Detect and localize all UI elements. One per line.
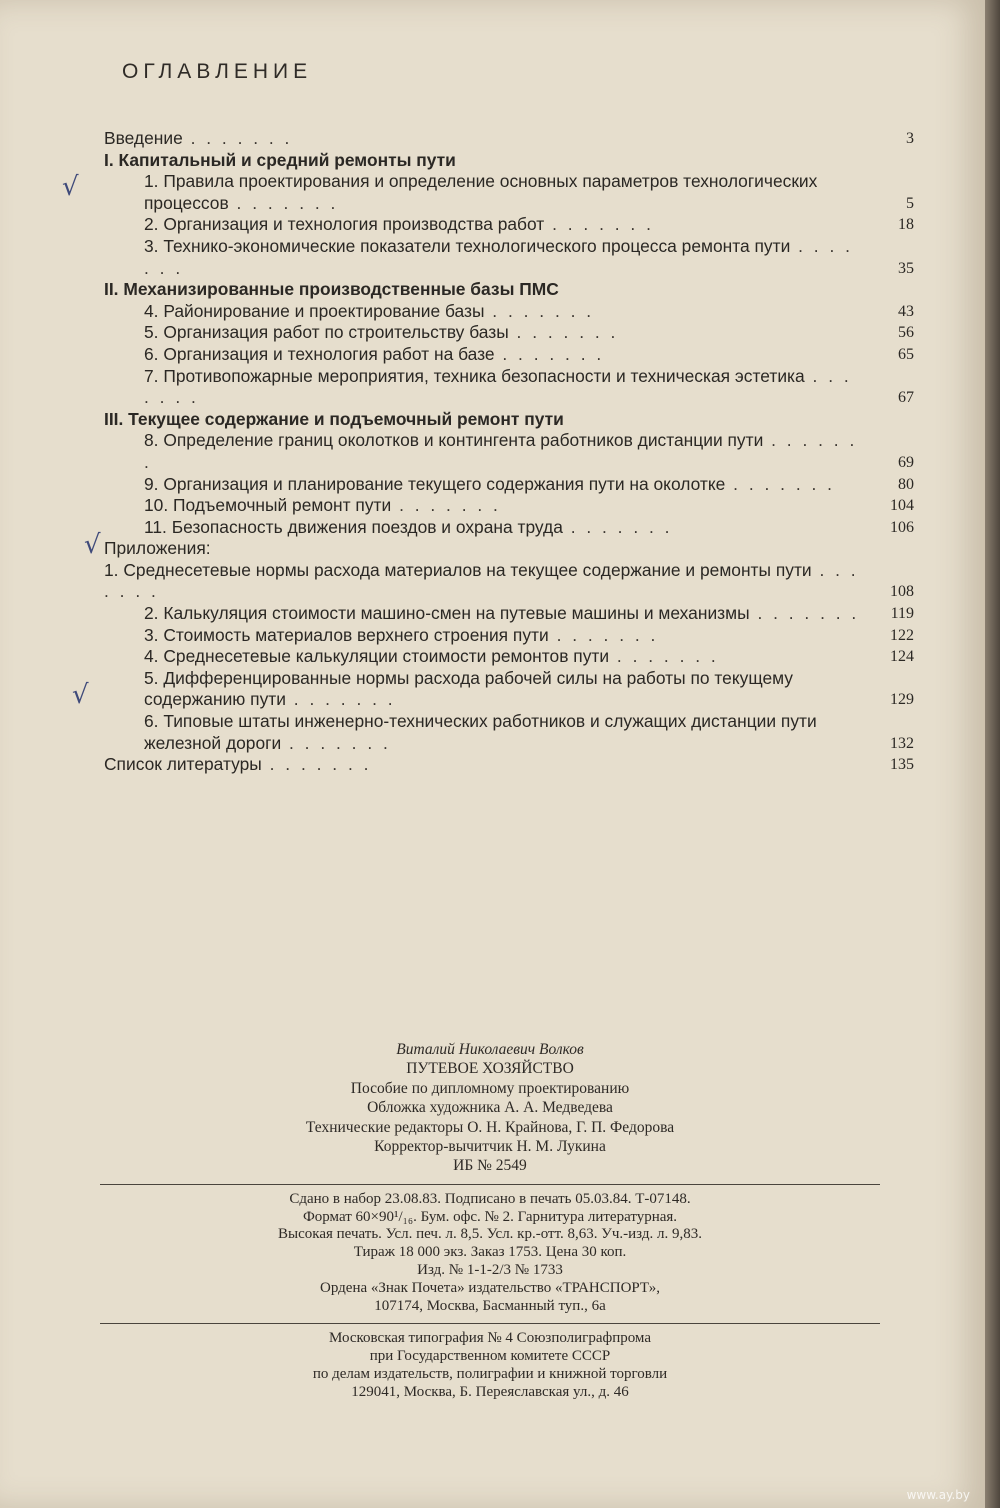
toc-entry-text: 1. Правила проектирования и определение основных параметров технологических процессов . . . . . . .: [144, 171, 818, 213]
toc-page-number: 35: [898, 259, 914, 277]
toc-page-number: 65: [898, 345, 914, 363]
toc-entry-text: 1. Среднесетевые нормы расхода материалов на текущее содержание и ремонты пути . . . . . . .: [104, 559, 859, 602]
dot-leader: . . . . . . .: [144, 430, 858, 472]
dot-leader: . . . . . . .: [285, 689, 396, 710]
toc-entry: [100, 560, 920, 603]
toc-page-number: 56: [898, 324, 914, 342]
toc-section: [100, 409, 920, 431]
publication-line: Тираж 18 000 экз. Заказ 1753. Цена 30 коп.: [353, 1244, 627, 1261]
toc-entry-text: 11. Безопасность движения поездов и охрана труда . . . . . . .: [144, 516, 673, 537]
toc-section: [100, 150, 920, 172]
dot-leader: . . . . . . .: [182, 128, 293, 148]
toc-page-number: 18: [898, 216, 914, 234]
toc-entry-text: 2. Калькуляция стоимости машино-смен на путевые машины и механизмы . . . . . . .: [144, 603, 860, 624]
check-mark-icon: √: [84, 530, 101, 560]
toc-entry: [100, 711, 920, 754]
toc-entry: [100, 754, 920, 776]
toc-page-number: 69: [898, 453, 914, 471]
toc-page-number: 122: [890, 626, 914, 644]
toc-entry: [100, 603, 920, 625]
dot-leader: . . . . . . .: [749, 603, 860, 624]
toc-entry-text: 3. Стоимость материалов верхнего строения пути . . . . . . .: [144, 624, 659, 645]
toc-entry-text: 3. Технико-экономические показатели технологического процесса ремонта пути . . . . . . .: [144, 235, 853, 278]
toc-entry-text: Введение . . . . . . .: [104, 128, 293, 148]
toc-entry-text: 6. Организация и технология работ на базе . . . . . . .: [144, 343, 605, 364]
publication-line: Сдано в набор 23.08.83. Подписано в печать 05.03.84. Т-07148.: [289, 1190, 691, 1207]
toc-page-number: 3: [906, 130, 914, 147]
book-subtitle: Пособие по дипломному проектированию: [350, 1079, 630, 1097]
toc-entry: [100, 366, 920, 409]
toc-page-number: 104: [890, 497, 914, 515]
dot-leader: . . . . . . .: [281, 732, 391, 753]
toc-entry: [100, 625, 920, 647]
toc-entry-text: 7. Противопожарные мероприятия, техника безопасности и техническая эстетика . . . . . . .: [144, 365, 852, 408]
page-edge: [985, 0, 1000, 1508]
toc-entry-text: Список литературы . . . . . . .: [104, 754, 372, 775]
dot-leader: . . . . . . .: [548, 624, 659, 645]
toc-entry-text: III. Текущее содержание и подъемочный ремонт пути: [104, 408, 564, 429]
toc-page-number: 119: [890, 605, 914, 623]
divider: [100, 1184, 880, 1185]
page-title: ОГЛАВЛЕНИЕ: [122, 60, 313, 83]
printer-line: по делам издательств, полиграфии и книжной торговли: [312, 1366, 668, 1383]
dot-leader: . . . . . . .: [484, 300, 595, 321]
printer-info: [100, 1330, 880, 1401]
toc-entry: [100, 344, 920, 366]
toc-page-number: 80: [898, 475, 914, 493]
publication-line: 107174, Москва, Басманный туп., 6а: [374, 1297, 606, 1314]
dot-leader: . . . . . . .: [391, 495, 501, 516]
toc-entry: [100, 214, 920, 236]
toc-entry-text: 9. Организация и планирование текущего содержания пути на околотке . . . . . . .: [144, 473, 835, 494]
toc-entry: [100, 322, 920, 344]
toc-page-number: 108: [890, 583, 914, 601]
toc-page-number: 135: [890, 756, 914, 774]
toc-entry-text: I. Капитальный и средний ремонты пути: [104, 149, 456, 170]
toc-entry-text: 2. Организация и технология производства работ . . . . . . .: [144, 214, 654, 235]
toc-entry: [100, 517, 920, 539]
watermark: www.ay.by: [906, 1488, 970, 1502]
dot-leader: . . . . . . .: [261, 754, 372, 775]
toc-entry: [100, 495, 920, 517]
publication-info: [100, 1191, 880, 1316]
toc-entry-text: II. Механизированные производственные базы ПМС: [104, 279, 559, 300]
toc-entry: [100, 430, 920, 473]
toc-entry: [100, 646, 920, 668]
toc-entry-text: Приложения:: [104, 538, 211, 559]
toc-entry: [100, 236, 920, 279]
toc-page-number: 43: [898, 302, 914, 320]
check-mark-icon: √: [62, 172, 79, 202]
toc-entry-text: 5. Дифференцированные нормы расхода рабочей силы на работы по текущему содержанию пути . . . . . . .: [144, 667, 793, 710]
toc-page-number: 106: [890, 518, 914, 536]
toc-page-number: 124: [890, 648, 914, 666]
toc-entry: [100, 538, 920, 560]
toc-entry: [100, 474, 920, 496]
dot-leader: . . . . . . .: [725, 473, 835, 494]
dot-leader: . . . . . . .: [228, 192, 339, 213]
dot-leader: . . . . . . .: [508, 322, 619, 343]
toc-page-number: 129: [890, 691, 914, 709]
toc-entry-text: 4. Среднесетевые калькуляции стоимости ремонтов пути . . . . . . .: [144, 646, 719, 667]
toc-entry-text: 6. Типовые штаты инженерно-технических работников и служащих дистанции пути железной дороги . . . . . . .: [144, 711, 817, 753]
printer-line: Московская типография № 4 Союзполиграфпрома: [329, 1330, 651, 1347]
printer-line: при Государственном комитете СССР: [369, 1348, 611, 1365]
imprint: [100, 1040, 880, 1402]
toc-entry: [100, 668, 920, 711]
dot-leader: . . . . . . .: [609, 646, 719, 667]
publication-line: Изд. № 1-1-2/3 № 1733: [417, 1262, 563, 1279]
technical-editors: Технические редакторы О. Н. Крайнова, Г. П. Федорова: [305, 1118, 675, 1136]
toc-entry: [100, 301, 920, 323]
author-name: Виталий Николаевич Волков: [396, 1041, 584, 1058]
toc-entry-text: 4. Районирование и проектирование базы . . . . . . .: [144, 300, 595, 321]
dot-leader: . . . . . . .: [144, 235, 853, 278]
corrector: Корректор-вычитчик Н. М. Лукина: [374, 1138, 606, 1156]
publication-line: Ордена «Знак Почета» издательство «ТРАНСПОРТ»,: [320, 1279, 660, 1296]
dot-leader: . . . . . . .: [104, 559, 859, 602]
toc-page-number: 67: [898, 389, 914, 407]
publication-line: Формат 60×90¹/₁₆. Бум. офс. № 2. Гарнитура литературная.: [302, 1208, 678, 1225]
book-title: ПУТЕВОЕ ХОЗЯЙСТВО: [406, 1060, 574, 1078]
cover-artist: Обложка художника А. А. Медведева: [367, 1099, 613, 1117]
toc-section: [100, 279, 920, 301]
toc-entry-text: 5. Организация работ по строительству базы . . . . . . .: [144, 322, 619, 343]
divider: [100, 1323, 880, 1324]
toc-entry: [100, 171, 920, 214]
toc-page-number: 132: [890, 734, 914, 752]
toc-entry-text: 10. Подъемочный ремонт пути . . . . . . .: [144, 495, 501, 516]
toc-page-number: 5: [906, 194, 914, 212]
table-of-contents: [100, 128, 920, 776]
dot-leader: . . . . . . .: [562, 516, 673, 537]
toc-entry-text: 8. Определение границ околотков и контингента работников дистанции пути . . . . . . .: [144, 430, 858, 472]
dot-leader: . . . . . . .: [144, 365, 852, 408]
dot-leader: . . . . . . .: [544, 214, 654, 235]
dot-leader: . . . . . . .: [494, 343, 605, 364]
check-mark-icon: √: [72, 680, 89, 710]
printer-line: 129041, Москва, Б. Переяславская ул., д. 46: [351, 1383, 629, 1400]
toc-entry: [100, 128, 920, 150]
publication-line: Высокая печать. Усл. печ. л. 8,5. Усл. кр.-отт. 8,63. Уч.-изд. л. 9,83.: [278, 1226, 702, 1243]
ib-number: ИБ № 2549: [453, 1157, 527, 1175]
